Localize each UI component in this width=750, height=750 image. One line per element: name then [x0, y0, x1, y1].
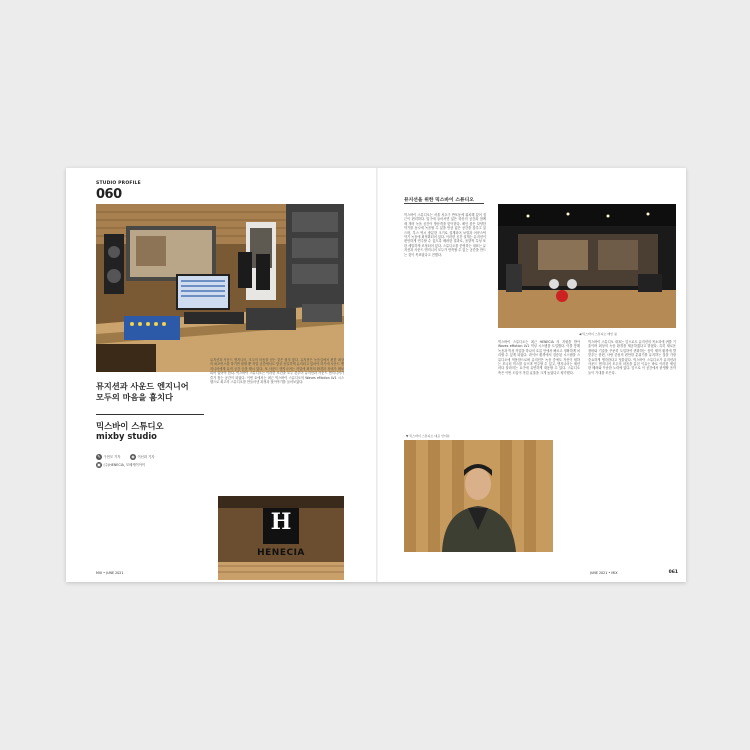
body-column-2: 믹스바이 스튜디오는 최근 HENECIA 의 지원을 받아 Waves eMotion LV1 믹싱 시스템을 도입했다. 이를 통해 녹음과 믹싱 작업을 하나의 흐름 안에서 빠르고 정확하게 처리할 수 있게 되었다. 라이브 환경에서 검증된 시스템을 스튜디오에 적용함으로써 뮤지션은 녹음 중에도 자신이 원하는 모니터 믹스를 들으며 연주할 수 있고, 엔지니어는 세션마다 달라지는 요구에 유연하게 대응할 수 있다. 스튜디오 측은 이번 도입이 작업 효율을 크게 높였다고 평가했다. — [498, 340, 581, 375]
article-heading — [96, 381, 189, 402]
henecia-logo-photo — [218, 496, 344, 580]
pen-icon: ✎ — [97, 454, 101, 459]
footer-left: MIX • JUNE 2021 — [96, 571, 124, 575]
credit-org: ▣ (주)HENECIA, 모베케이아이 — [97, 462, 146, 467]
henecia-wordmark: HENECIA — [257, 548, 305, 558]
section-label: STUDIO PROFILE — [96, 181, 141, 186]
subtitle-english: mixby studio — [96, 431, 157, 441]
live-room-photo — [498, 204, 676, 328]
magazine-spread — [66, 168, 686, 582]
interview-photo — [404, 440, 553, 552]
heading-divider — [96, 414, 204, 415]
body-column-1: 믹스바이 스튜디오는 서울 서초구 반포동에 위치해 있어 접근이 편리하다. 입구에 들어서면 넓은 라운지 공간과 함께 세 개의 녹음 공간이 방문객을 맞이한다. 메인 룸은 다양한 악기를 동시에 녹음할 수 있을 만큼 넓은 공간을 갖추고 있으며, 부스 역시 충분한 크기로 설계되어 보컬과 어쿠스틱 악기 녹음에 최적화되어 있다. 이러한 공간 설계는 뮤지션이 편안하게 연주할 수 있도록 배려한 결과로, 음향적 특성 또한 세밀하게 조정되어 있다. 스튜디오를 운영하는 대표는 뮤지션과 사운드 엔지니어 모두가 만족할 수 있는 공간을 만드는 것이 목표였다고 전했다. — [404, 213, 487, 257]
live-room-caption: ◀ 믹스바이 스튜디오 메인 룸 — [579, 332, 617, 336]
intro-paragraph: 뮤지션과 사운드 엔지니어, 모두의 마음을 얻는 것은 쉽지 않다. 뮤지션은 녹음실에서 편한 최상의 퍼포먼스를 하기만 원할 뿐 작업 공간에서도 항상 동일하게 유지되고 있어야 하기에 사운드 엔지니어에게 뮤직 공간 등을 제시 있다. 또 사운드 엔지니어는 작업에 최적의 환경과 장비가 확보되어 있어야 한다. 믹스바이 스튜디오는 이러한 조건을 모두 갖추어 뮤지션과 사운드 엔지니어가 즐겨 찾는 공간이 되었다. 이번 호에서는 최근 믹스바이 스튜디오의 Waves eMotion LV1 시스템으로 최고의 스튜디오를 만들어낸 과정과 뒷이야기를 들어보았다. — [210, 358, 344, 385]
building-icon: ▣ — [97, 462, 101, 467]
section-number: 060 — [96, 187, 122, 202]
section-title: 뮤지션을 위한 믹스바이 스튜디오 — [404, 198, 474, 203]
credit-writer: ✎ 구현모 기자 — [97, 454, 121, 459]
body-column-3: 믹스바이 스튜디오 대표는 앞으로도 뮤지션의 목소리에 귀를 기울이며 최상의 녹음 환경을 제공하겠다고 밝혔다. 특히 새로운 장비와 기술을 꾸준히 도입하여 변화하는 음악 제작 환경에 발맞추는 한편, 사람 중심의 편안한 분위기를 유지하는 것을 가장 중요하게 생각한다고 덧붙였다. 믹스바이 스튜디오가 뮤지션과 사운드 엔지니어 모두의 마음을 훔친 이유는 바로 이러한 세심한 배려와 꾸준한 노력에 있다. 앞으로 이 공간에서 탄생할 음악들이 기대를 모은다. — [588, 340, 676, 375]
page-gutter — [376, 168, 378, 582]
interview-caption: ▼ 믹스바이 스튜디오 대표 인터뷰 — [406, 434, 450, 438]
subtitle-korean: 믹스바이 스튜디오 — [96, 421, 164, 431]
page-number-right: 061 — [668, 570, 678, 575]
heading-line-1: 뮤지션과 사운드 엔지니어 — [96, 381, 189, 391]
footer-right: JUNE 2021 • MIX — [590, 571, 618, 575]
henecia-mark: H — [270, 509, 292, 535]
section-title-underline — [404, 203, 484, 204]
control-room-photo — [96, 204, 344, 372]
heading-line-2: 모두의 마음을 훔치다 — [96, 391, 173, 402]
credit-photo: ◉ 이선화 기자 — [131, 454, 155, 459]
camera-icon: ◉ — [131, 454, 135, 459]
